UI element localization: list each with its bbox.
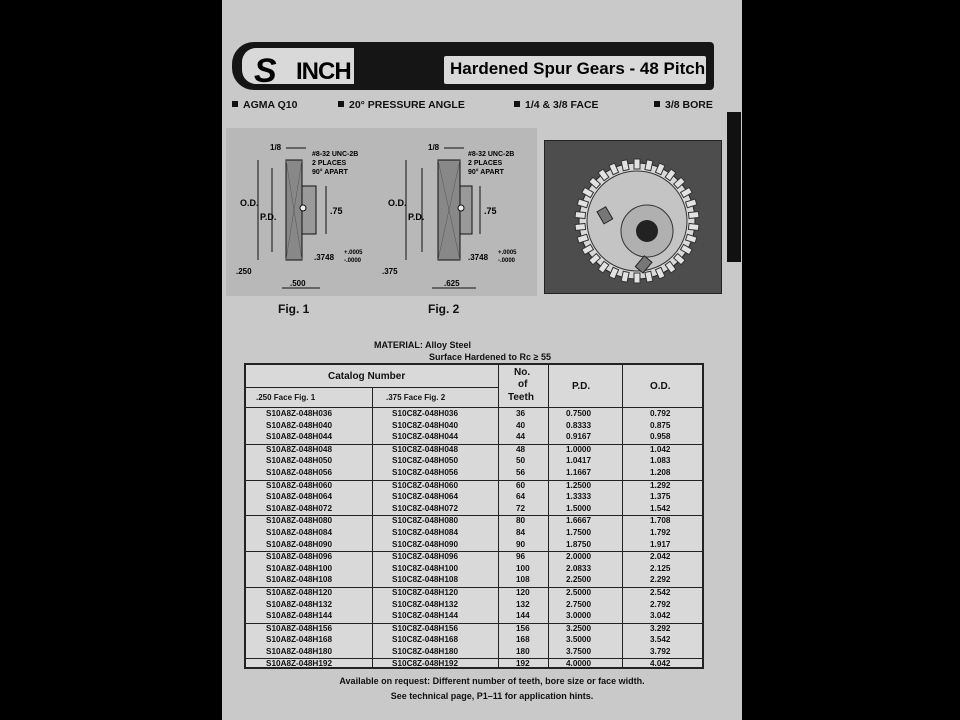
table-cell: 2.042 <box>650 552 671 562</box>
page-title: Hardened Spur Gears - 48 Pitch <box>450 59 706 78</box>
table-cell: 72 <box>516 503 526 513</box>
table-cell: S10C8Z-048H120 <box>392 587 458 597</box>
table-row <box>246 432 702 444</box>
table-row <box>246 409 702 421</box>
table-cell: S10A8Z-048H072 <box>266 503 332 513</box>
table-row <box>246 588 702 600</box>
table-row <box>246 600 702 612</box>
header-banner <box>232 42 714 90</box>
table-cell: S10C8Z-048H048 <box>392 444 458 454</box>
table-cell: 0.9167 <box>566 432 592 442</box>
teeth-header-line1: No. <box>514 367 531 378</box>
gear-tooth <box>575 212 586 219</box>
table-cell: 2.7500 <box>566 599 592 609</box>
spec-item: 1/4 & 3/8 FACE <box>514 99 599 111</box>
table-cell: S10C8Z-048H144 <box>392 611 458 621</box>
table-cell: S10C8Z-048H084 <box>392 527 458 537</box>
title-box <box>444 56 706 84</box>
fig2-hub-dim: .75 <box>484 206 497 216</box>
gear-tooth <box>688 223 699 230</box>
table-cell: 3.542 <box>650 635 671 645</box>
table-row <box>246 647 702 659</box>
table-row <box>246 540 702 552</box>
table-row <box>246 504 702 516</box>
fig1-pd: P.D. <box>260 212 277 222</box>
table-cell: S10A8Z-048H100 <box>266 563 332 573</box>
table-cell: 2.292 <box>650 575 671 585</box>
table-cell: 64 <box>516 492 526 502</box>
fig1-tol-minus: -.0000 <box>344 258 362 264</box>
table-cell: S10C8Z-048H072 <box>392 503 458 513</box>
od-header: O.D. <box>650 381 671 392</box>
table-cell: 2.0833 <box>566 563 592 573</box>
fig1-tol-plus: +.0005 <box>344 250 363 256</box>
catalog-page <box>222 0 742 720</box>
table-cell: 1.917 <box>650 539 671 549</box>
table-cell: 180 <box>516 646 530 656</box>
table-cell: 0.792 <box>650 409 671 418</box>
table-cell: 4.042 <box>650 659 671 669</box>
fig1-length: .500 <box>290 279 306 288</box>
table-cell: S10A8Z-048H060 <box>266 480 332 490</box>
table-cell: S10C8Z-048H064 <box>392 492 458 502</box>
spec-item: 3/8 BORE <box>654 99 713 111</box>
table-row <box>246 659 702 671</box>
table-cell: S10C8Z-048H090 <box>392 539 458 549</box>
figure-2-label: Fig. 2 <box>428 302 460 316</box>
table-row <box>246 624 702 636</box>
logo-symbol: S <box>254 52 277 90</box>
table-row <box>246 468 702 480</box>
fig2-top-dim: 1/8 <box>428 143 440 152</box>
figure-2-drawing <box>372 128 537 296</box>
table-cell: S10C8Z-048H044 <box>392 432 458 442</box>
table-row <box>246 492 702 504</box>
material-note <box>374 340 551 362</box>
fig2-length: .625 <box>444 279 460 288</box>
col-250-face-header: .250 Face Fig. 1 <box>256 393 316 402</box>
table-cell: 40 <box>516 420 526 430</box>
table-cell: 1.5000 <box>566 503 592 513</box>
table-cell: 3.2500 <box>566 623 592 633</box>
fig2-screw-note-2: 2 PLACES <box>468 160 503 167</box>
footer-technical-page: See technical page, P1–11 for application hints. <box>390 691 594 701</box>
table-cell: S10C8Z-048H056 <box>392 467 458 477</box>
table-cell: 3.792 <box>650 646 671 656</box>
table-cell: 156 <box>516 623 530 633</box>
table-cell: 144 <box>516 611 530 621</box>
fig1-screw-note-1: #8-32 UNC-2B <box>312 151 359 158</box>
teeth-header-line2: of <box>518 379 528 390</box>
table-cell: 80 <box>516 516 526 526</box>
table-cell: 3.042 <box>650 611 671 621</box>
table-cell: S10C8Z-048H108 <box>392 575 458 585</box>
table-cell: S10A8Z-048H056 <box>266 467 332 477</box>
table-cell: 132 <box>516 599 530 609</box>
brand-logo <box>242 48 354 90</box>
table-cell: S10C8Z-048H050 <box>392 456 458 466</box>
spec-item: AGMA Q10 <box>232 99 297 111</box>
table-cell: 3.7500 <box>566 646 592 656</box>
table-cell: 48 <box>516 444 526 454</box>
bullet-square-icon <box>514 101 520 107</box>
table-cell: 96 <box>516 552 526 562</box>
table-cell: 2.2500 <box>566 575 592 585</box>
table-cell: 1.083 <box>650 456 671 466</box>
pd-header: P.D. <box>572 381 591 392</box>
fig2-tol-minus: -.0000 <box>498 258 516 264</box>
table-cell: S10A8Z-048H156 <box>266 623 332 633</box>
table-row <box>246 516 702 528</box>
teeth-header-line3: Teeth <box>508 392 534 403</box>
table-cell: S10C8Z-048H096 <box>392 552 458 562</box>
table-cell: S10A8Z-048H050 <box>266 456 332 466</box>
table-cell: 1.0000 <box>566 444 592 454</box>
table-cell: 1.3333 <box>566 492 592 502</box>
table-cell: S10C8Z-048H100 <box>392 563 458 573</box>
table-cell: S10C8Z-048H180 <box>392 646 458 656</box>
table-cell: 1.1667 <box>566 467 592 477</box>
fig2-screw-note-1: #8-32 UNC-2B <box>468 151 515 158</box>
table-cell: 2.125 <box>650 563 671 573</box>
table-cell: 1.292 <box>650 480 671 490</box>
surface-hardening: Surface Hardened to Rc ≥ 55 <box>429 352 551 362</box>
table-cell: 0.958 <box>650 432 671 442</box>
table-row <box>246 456 702 468</box>
table-cell: 50 <box>516 456 526 466</box>
table-cell: 1.6667 <box>566 516 592 526</box>
table-cell: 2.542 <box>650 587 671 597</box>
table-cell: 3.0000 <box>566 611 592 621</box>
table-cell: 0.875 <box>650 420 671 430</box>
table-cell: 1.208 <box>650 467 671 477</box>
gear-tooth <box>634 273 640 283</box>
material-label: MATERIAL: Alloy Steel <box>374 340 472 350</box>
figure-1-label: Fig. 1 <box>278 302 310 316</box>
table-cell: S10A8Z-048H192 <box>266 659 332 669</box>
table-cell: S10A8Z-048H144 <box>266 611 332 621</box>
bullet-square-icon <box>232 101 238 107</box>
table-cell: S10A8Z-048H036 <box>266 409 332 418</box>
table-row <box>246 421 702 433</box>
col-375-face-header: .375 Face Fig. 2 <box>386 393 446 402</box>
table-cell: S10C8Z-048H156 <box>392 623 458 633</box>
table-cell: 90 <box>516 539 526 549</box>
spec-item: 20° PRESSURE ANGLE <box>338 99 465 111</box>
table-cell: 1.0417 <box>566 456 592 466</box>
table-row <box>246 611 702 623</box>
fig1-hub-dim: .75 <box>330 206 343 216</box>
table-cell: 3.292 <box>650 623 671 633</box>
gear-tooth <box>575 223 586 230</box>
gear-spec-table <box>244 363 704 669</box>
fig2-od: O.D. <box>388 198 407 208</box>
table-cell: 192 <box>516 659 530 669</box>
table-cell: 44 <box>516 432 526 442</box>
fig1-face: .250 <box>236 267 252 276</box>
table-cell: S10A8Z-048H044 <box>266 432 332 442</box>
gear-tooth <box>688 212 699 219</box>
table-cell: 56 <box>516 467 526 477</box>
fig1-bore: .3748 <box>314 253 335 262</box>
table-cell: 1.2500 <box>566 480 592 490</box>
table-cell: S10A8Z-048H080 <box>266 516 332 526</box>
table-cell: 100 <box>516 563 530 573</box>
table-cell: S10A8Z-048H040 <box>266 420 332 430</box>
fig2-tol-plus: +.0005 <box>498 250 517 256</box>
table-cell: S10C8Z-048H060 <box>392 480 458 490</box>
bullet-square-icon <box>338 101 344 107</box>
table-cell: 0.7500 <box>566 409 592 418</box>
fig1-screw-note-2: 2 PLACES <box>312 160 347 167</box>
table-cell: 36 <box>516 409 526 418</box>
table-cell: 1.792 <box>650 527 671 537</box>
table-cell: S10C8Z-048H192 <box>392 659 458 669</box>
fig1-top-dim: 1/8 <box>270 143 282 152</box>
table-row <box>246 481 702 493</box>
table-cell: S10A8Z-048H180 <box>266 646 332 656</box>
table-row <box>246 575 702 587</box>
table-body <box>246 409 702 671</box>
table-cell: 60 <box>516 480 526 490</box>
table-cell: 2.792 <box>650 599 671 609</box>
table-cell: S10A8Z-048H084 <box>266 527 332 537</box>
table-cell: S10C8Z-048H168 <box>392 635 458 645</box>
figure-1-drawing <box>226 128 391 296</box>
table-cell: 2.5000 <box>566 587 592 597</box>
table-cell: 4.0000 <box>566 659 592 669</box>
table-cell: 0.8333 <box>566 420 592 430</box>
fig1-od: O.D. <box>240 198 259 208</box>
table-cell: S10C8Z-048H040 <box>392 420 458 430</box>
table-cell: 1.042 <box>650 444 671 454</box>
table-cell: S10A8Z-048H090 <box>266 539 332 549</box>
table-cell: 1.7500 <box>566 527 592 537</box>
fig2-bore: .3748 <box>468 253 489 262</box>
table-cell: S10A8Z-048H108 <box>266 575 332 585</box>
table-cell: S10A8Z-048H120 <box>266 587 332 597</box>
page-edge-tab <box>727 112 741 262</box>
table-cell: S10C8Z-048H080 <box>392 516 458 526</box>
table-cell: S10A8Z-048H168 <box>266 635 332 645</box>
table-cell: S10A8Z-048H132 <box>266 599 332 609</box>
table-cell: 1.542 <box>650 503 671 513</box>
table-cell: S10A8Z-048H048 <box>266 444 332 454</box>
table-cell: 108 <box>516 575 530 585</box>
fig1-screw-note-3: 90° APART <box>312 169 348 176</box>
table-cell: 1.8750 <box>566 539 592 549</box>
table-cell: S10C8Z-048H036 <box>392 409 458 418</box>
logo-text: INCH <box>296 58 351 85</box>
table-cell: 3.5000 <box>566 635 592 645</box>
fig2-pd: P.D. <box>408 212 425 222</box>
table-cell: 1.375 <box>650 492 671 502</box>
table-cell: S10C8Z-048H132 <box>392 599 458 609</box>
gear-photo <box>544 140 722 294</box>
table-cell: 120 <box>516 587 530 597</box>
table-cell: 168 <box>516 635 530 645</box>
footer-availability: Available on request: Different number of teeth, bore size or face width. <box>339 676 645 686</box>
table-row <box>246 564 702 576</box>
catalog-number-header: Catalog Number <box>328 371 406 382</box>
fig2-screw-note-3: 90° APART <box>468 169 504 176</box>
table-cell: 1.708 <box>650 516 671 526</box>
table-cell: S10A8Z-048H064 <box>266 492 332 502</box>
table-cell: S10A8Z-048H096 <box>266 552 332 562</box>
fig2-face: .375 <box>382 267 398 276</box>
table-row <box>246 528 702 540</box>
table-row <box>246 635 702 647</box>
bullet-square-icon <box>654 101 660 107</box>
table-row <box>246 552 702 564</box>
table-row <box>246 445 702 457</box>
footer-notes <box>262 676 722 706</box>
table-cell: 84 <box>516 527 526 537</box>
table-cell: 2.0000 <box>566 552 592 562</box>
gear-tooth <box>634 159 640 169</box>
